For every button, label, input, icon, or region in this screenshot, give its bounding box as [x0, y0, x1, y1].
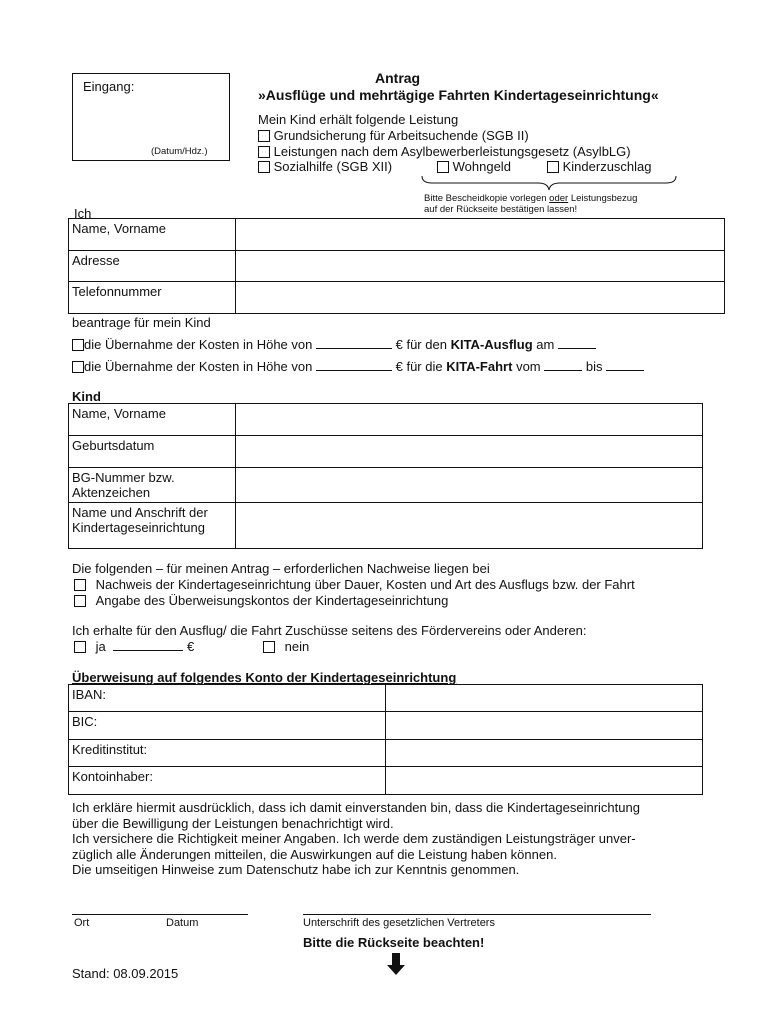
- table-row: [69, 740, 703, 767]
- beantrage-line2-c: vom: [516, 359, 541, 374]
- beantrage-line1-bold: KITA-Ausflug: [450, 337, 533, 352]
- beantrage-line2-d: bis: [585, 359, 603, 374]
- ich-telefon-label: Telefonnummer: [69, 282, 236, 314]
- nachweise-opt2-label: Angabe des Überweisungskontos der Kindertageseinrichtung: [95, 593, 449, 608]
- leistung-note1-c: Leistungsbezug: [568, 193, 638, 204]
- zuschuss-amount-field[interactable]: [113, 639, 183, 651]
- datum-label: Datum: [166, 917, 199, 929]
- erklaerung-line: Ich erkläre hiermit ausdrücklich, dass ich damit einverstanden bin, dass die Kindertageseinrichtung: [72, 800, 640, 815]
- konto-iban-field[interactable]: [386, 685, 703, 712]
- table-row: [69, 436, 703, 468]
- table-row: [69, 404, 703, 436]
- konto-bic-label: BIC:: [69, 712, 386, 740]
- beantrage-line2-b: € für die: [395, 359, 443, 374]
- beantrage-line2-bold: KITA-Fahrt: [446, 359, 513, 374]
- zuschuss-intro: Ich erhalte für den Ausflug/ die Fahrt Zuschüsse seitens des Fördervereins oder Anderen:: [72, 623, 587, 638]
- zuschuss-euro: €: [187, 639, 195, 654]
- leistung-opt2-row: [258, 144, 631, 159]
- erklaerung-line: über die Bewilligung der Leistungen benachrichtigt wird.: [72, 815, 394, 831]
- ich-adresse-field[interactable]: [236, 251, 725, 282]
- leistung-opt3-row: [258, 159, 392, 174]
- table-row: [69, 503, 703, 549]
- leistung-opt1-checkbox[interactable]: [258, 130, 270, 142]
- eingang-datum: (Datum/Hdz.): [151, 146, 208, 157]
- konto-kontoinhaber-label: Kontoinhaber:: [69, 767, 386, 795]
- kind-kita-label-1: Name und Anschrift der: [72, 505, 208, 520]
- erklaerung-line: Die umseitigen Hinweise zum Datenschutz habe ich zur Kenntnis genommen.: [72, 862, 520, 877]
- beantrage-intro: beantrage für mein Kind: [72, 315, 211, 330]
- leistung-opt4-row: [437, 159, 511, 174]
- rueckseite-note: Bitte die Rückseite beachten!: [303, 935, 485, 950]
- leistung-note1: [424, 193, 637, 204]
- konto-iban-label: IBAN:: [69, 685, 386, 712]
- leistung-opt5-checkbox[interactable]: [547, 161, 559, 173]
- beantrage-line1-b: € für den: [395, 337, 447, 352]
- leistung-opt3-checkbox[interactable]: [258, 161, 270, 173]
- stand-label: Stand: 08.09.2015: [72, 966, 179, 981]
- nachweise-opt2-checkbox[interactable]: [74, 595, 86, 607]
- nachweise-opt1-row: [74, 577, 635, 592]
- table-row: [69, 767, 703, 795]
- kind-geburtsdatum-field[interactable]: [236, 436, 703, 468]
- kind-label: Kind: [72, 389, 101, 404]
- kind-bg-label-2: Aktenzeichen: [72, 485, 151, 500]
- erklaerung-line: züglich alle Änderungen mitteilen, die Auswirkungen auf die Leistung haben können.: [72, 846, 557, 862]
- leistung-opt4-label: Wohngeld: [452, 159, 511, 174]
- ich-adresse-label: Adresse: [69, 251, 236, 282]
- ich-table: [68, 218, 725, 314]
- erklaerung-line: Ich versichere die Richtigkeit meiner Angaben. Ich werde dem zuständigen Leistungsträger unver-: [72, 831, 636, 846]
- zuschuss-nein-row: [263, 639, 309, 654]
- kind-kita-field[interactable]: [236, 503, 703, 549]
- table-row: [69, 468, 703, 503]
- beantrage-line1-checkbox[interactable]: [72, 339, 84, 351]
- zuschuss-nein-checkbox[interactable]: [263, 641, 275, 653]
- ich-name-label: Name, Vorname: [69, 219, 236, 251]
- erklaerung-block: [72, 800, 640, 878]
- zuschuss-nein-label: nein: [284, 639, 310, 654]
- konto-table: [68, 684, 703, 795]
- leistung-note2: auf der Rückseite bestätigen lassen!: [424, 204, 578, 215]
- amount-field-2[interactable]: [316, 359, 392, 371]
- beantrage-line1: [72, 337, 596, 352]
- unterschrift-label: Unterschrift des gesetzlichen Vertreters: [303, 917, 495, 929]
- leistung-intro: Mein Kind erhält folgende Leistung: [258, 112, 459, 127]
- zuschuss-ja-row: [74, 639, 194, 654]
- kind-kita-label: [69, 503, 236, 549]
- beantrage-line1-a: die Übernahme der Kosten in Höhe von: [84, 337, 313, 352]
- amount-field-1[interactable]: [316, 337, 392, 349]
- nachweise-opt1-checkbox[interactable]: [74, 579, 86, 591]
- table-row: [69, 219, 725, 251]
- table-row: [69, 251, 725, 282]
- kind-kita-label-2: Kindertageseinrichtung: [72, 520, 205, 535]
- date-to-field[interactable]: [606, 359, 644, 371]
- title-line1: Antrag: [375, 70, 421, 86]
- leistung-opt1-row: [258, 128, 529, 143]
- table-row: [69, 282, 725, 314]
- nachweise-opt1-label: Nachweis der Kindertageseinrichtung über Dauer, Kosten und Art des Ausflugs bzw. der Fahrt: [95, 577, 635, 592]
- leistung-opt4-checkbox[interactable]: [437, 161, 449, 173]
- leistung-opt3-label: Sozialhilfe (SGB XII): [273, 159, 393, 174]
- eingang-label: Eingang:: [83, 79, 135, 94]
- beantrage-line2-a: die Übernahme der Kosten in Höhe von: [84, 359, 313, 374]
- konto-title: Überweisung auf folgendes Konto der Kindertageseinrichtung: [72, 670, 457, 685]
- date-from-field[interactable]: [544, 359, 582, 371]
- ich-label: Ich: [74, 206, 92, 221]
- brace-icon: [420, 174, 678, 192]
- leistung-opt1-label: Grundsicherung für Arbeitsuchende (SGB II): [273, 128, 529, 143]
- table-row: [69, 685, 703, 712]
- eingang-box: [72, 73, 230, 161]
- ich-telefon-field[interactable]: [236, 282, 725, 314]
- kind-geburtsdatum-label: Geburtsdatum: [69, 436, 236, 468]
- ort-label: Ort: [74, 917, 90, 929]
- konto-kreditinstitut-field[interactable]: [386, 740, 703, 767]
- beantrage-line2: [72, 359, 644, 374]
- kind-bg-label-1: BG-Nummer bzw.: [72, 470, 175, 485]
- kind-table: [68, 403, 703, 549]
- konto-kreditinstitut-label: Kreditinstitut:: [69, 740, 386, 767]
- leistung-opt5-label: Kinderzuschlag: [562, 159, 652, 174]
- ich-name-field[interactable]: [236, 219, 725, 251]
- leistung-opt2-checkbox[interactable]: [258, 146, 270, 158]
- leistung-note1-b: oder: [549, 193, 569, 204]
- beantrage-line2-checkbox[interactable]: [72, 361, 84, 373]
- nachweise-intro: Die folgenden – für meinen Antrag – erforderlichen Nachweise liegen bei: [72, 561, 490, 576]
- title-line2: »Ausflüge und mehrtägige Fahrten Kindertageseinrichtung«: [258, 87, 659, 103]
- leistung-note1-a: Bitte Bescheidkopie vorlegen: [424, 193, 550, 204]
- date-field-1[interactable]: [558, 337, 596, 349]
- kind-name-label: Name, Vorname: [69, 404, 236, 436]
- konto-bic-field[interactable]: [386, 712, 703, 740]
- unterschrift-line[interactable]: [303, 914, 651, 915]
- arrow-down-icon: [386, 952, 406, 976]
- ort-datum-line[interactable]: [72, 914, 248, 915]
- konto-kontoinhaber-field[interactable]: [386, 767, 703, 795]
- zuschuss-ja-checkbox[interactable]: [74, 641, 86, 653]
- zuschuss-ja-label: ja: [95, 639, 106, 654]
- kind-bg-field[interactable]: [236, 468, 703, 503]
- kind-name-field[interactable]: [236, 404, 703, 436]
- beantrage-line1-c: am: [536, 337, 555, 352]
- leistung-opt2-label: Leistungen nach dem Asylbewerberleistungsgesetz (AsylbLG): [273, 144, 631, 159]
- table-row: [69, 712, 703, 740]
- nachweise-opt2-row: [74, 593, 448, 608]
- leistung-opt5-row: [547, 159, 652, 174]
- kind-bg-label: [69, 468, 236, 503]
